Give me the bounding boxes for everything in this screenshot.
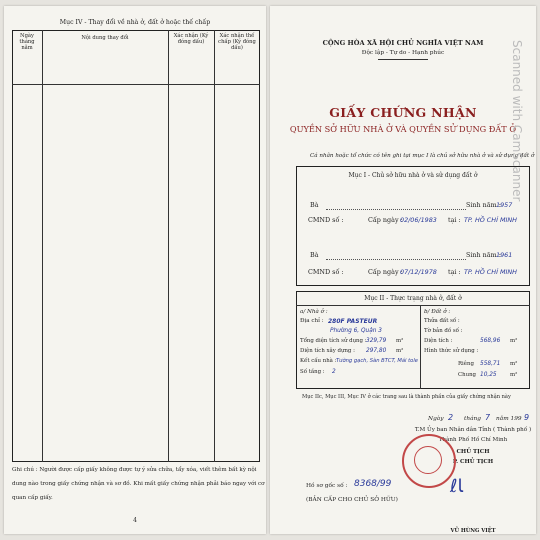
intro-text: Cá nhân hoặc tổ chức có tên ghi tại mục I là chủ sở hữu nhà ở và sử dụng đất ở xyxy=(310,153,535,159)
changes-table xyxy=(12,30,260,462)
land-area-label: Diện tích : xyxy=(424,338,453,344)
note-line: dung nào trong giấy chứng nhận và sơ đồ. Khi mất giấy chứng nhận phải báo ngay với cơ xyxy=(12,481,265,487)
private-label: Riêng xyxy=(458,361,474,367)
section-ii-title: Mục II - Thực trạng nhà ở, đất ở xyxy=(364,295,462,302)
owner1-birth: 1957 xyxy=(496,201,513,209)
usage-area-value: 329,79 xyxy=(366,338,387,344)
column-content: Nội dung thay đổi xyxy=(81,35,129,41)
floors-label: Số tầng : xyxy=(300,369,325,375)
certificate-title: GIẤY CHỨNG NHẬN xyxy=(329,105,477,120)
owner2-id-label: CMND số : xyxy=(308,268,344,276)
owner2-place-label: tại : xyxy=(448,268,461,276)
copy-note: (BẢN CẤP CHO CHỦ SỞ HỮU) xyxy=(306,497,398,503)
owner2-issue-label: Cấp ngày : xyxy=(368,268,403,276)
use-form-label: Hình thức sử dụng : xyxy=(424,348,479,354)
land-title: b/ Đất ở : xyxy=(424,309,451,315)
usage-area-label: Tổng diện tích sử dụng : xyxy=(300,338,367,344)
authority-line1: T.M Ủy ban Nhân dân Tỉnh ( Thành phố ) xyxy=(414,427,532,433)
land-area-unit: m² xyxy=(510,338,518,344)
column-confirm: Xác nhận (Ký đóng dấu) xyxy=(173,33,209,45)
page-number: 4 xyxy=(133,517,137,524)
plot-label: Thửa đất số : xyxy=(424,318,460,324)
date-day: 2 xyxy=(448,413,454,422)
certificate-subtitle: QUYỀN SỞ HỮU NHÀ Ở VÀ QUYỀN SỬ DỤNG ĐẤT Ở xyxy=(289,124,517,134)
land-area-value: 568,96 xyxy=(480,338,501,344)
column-mortgage: Xác nhận thế chấp (Ký đóng dấu) xyxy=(218,33,256,51)
vice-chairman-title: P. CHỦ TỊCH xyxy=(452,459,494,465)
usage-area-unit: m² xyxy=(396,338,404,344)
address-label: Địa chỉ : xyxy=(300,318,324,324)
shared-label: Chung xyxy=(458,372,476,378)
date-month-label: tháng xyxy=(464,416,481,422)
note-line: quan cấp giấy. xyxy=(12,495,53,501)
national-header: CỘNG HÒA XÃ HỘI CHỦ NGHĨA VIỆT NAM xyxy=(322,39,484,47)
right-page xyxy=(270,6,536,534)
shared-value: 10,25 xyxy=(480,372,497,378)
date-year-label: năm 199 xyxy=(496,416,522,422)
section-i-title: Mục I - Chủ sở hữu nhà ở và sử dụng đất ở xyxy=(348,172,478,179)
floors-value: 2 xyxy=(332,369,336,375)
footnote: Mục IIc, Mục III, Mục IV ở các trang sau là thành phần của giấy chứng nhận này xyxy=(302,394,511,400)
owner2-issue-date: 07/12/1978 xyxy=(400,268,437,276)
chairman-title: CHỦ TỊCH xyxy=(456,449,490,455)
owner2-birth-label: Sinh năm : xyxy=(466,251,501,259)
owner1-place-label: tại : xyxy=(448,216,461,224)
private-unit: m² xyxy=(510,361,518,367)
owner1-id-label: CMND số : xyxy=(308,216,344,224)
owner1-birth-label: Sinh năm : xyxy=(466,201,501,209)
house-title: a/ Nhà ở : xyxy=(300,309,328,315)
record-number: 8368/99 xyxy=(354,479,392,489)
structure-value: Tường gạch, Sàn BTCT, Mái tole xyxy=(336,358,418,364)
signature: ℓﺎ xyxy=(450,476,463,497)
owner1-issue-label: Cấp ngày : xyxy=(368,216,403,224)
owner2-label: Bà xyxy=(310,251,319,259)
shared-unit: m² xyxy=(510,372,518,378)
build-area-value: 297,80 xyxy=(366,348,387,354)
section-iv-title: Mục IV - Thay đổi về nhà ở, đất ở hoặc thế chấp xyxy=(59,19,211,26)
ward-value: Phường 6, Quận 3 xyxy=(330,328,382,334)
owner2-place: TP. HỒ CHÍ MINH xyxy=(464,268,517,276)
structure-label: Kết cấu nhà : xyxy=(300,358,337,364)
owner1-label: Bà xyxy=(310,201,319,209)
record-label: Hồ sơ gốc số : xyxy=(306,483,348,489)
owner2-birth: 1961 xyxy=(496,251,513,259)
authority-line2: Thành Phố Hồ Chí Minh xyxy=(438,437,508,443)
note-line: Ghi chú : Người được cấp giấy không được tự ý sửa chữa, tẩy xóa, viết thêm bất kỳ nội xyxy=(12,467,257,473)
column-date: Ngày tháng năm xyxy=(19,33,35,51)
address-value: 280F PASTEUR xyxy=(328,318,378,325)
red-seal xyxy=(402,434,456,488)
date-prefix: Ngày xyxy=(428,416,444,422)
build-area-unit: m² xyxy=(396,348,404,354)
owner1-place: TP. HỒ CHÍ MINH xyxy=(464,216,517,224)
build-area-label: Diện tích xây dựng : xyxy=(300,348,355,354)
left-page xyxy=(4,6,266,534)
signer-name: VŨ HÙNG VIỆT xyxy=(450,528,496,534)
owner1-issue-date: 02/06/1983 xyxy=(400,216,437,224)
motto: Độc lập - Tự do - Hạnh phúc xyxy=(361,50,445,56)
date-year: 9 xyxy=(524,413,530,422)
date-month: 7 xyxy=(485,413,491,422)
map-label: Tờ bản đồ số : xyxy=(424,328,463,334)
scan-watermark: Scanned with CamScanner xyxy=(510,40,524,202)
private-value: 558,71 xyxy=(480,361,501,367)
